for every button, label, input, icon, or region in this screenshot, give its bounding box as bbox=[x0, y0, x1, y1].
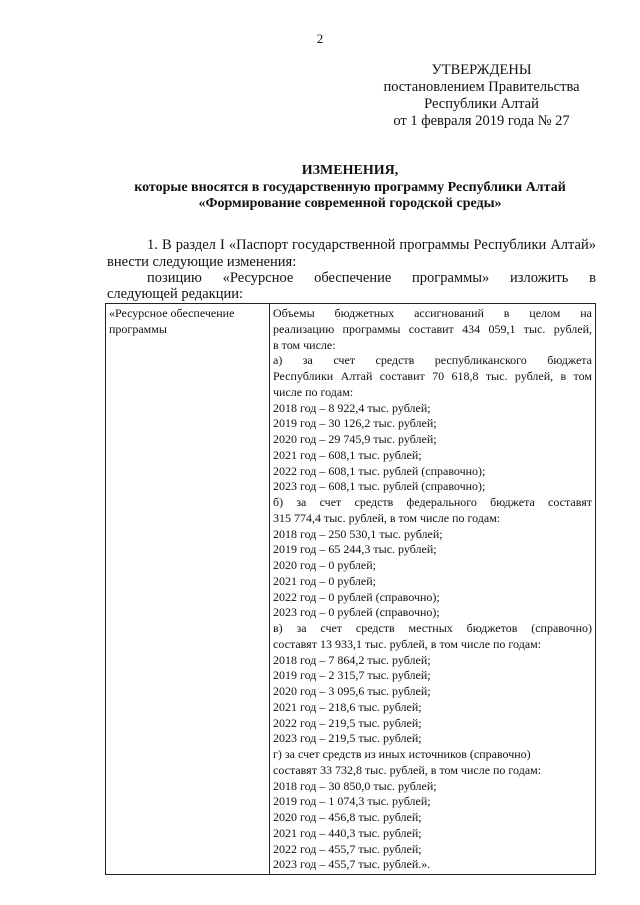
paragraph-2-line-1: позицию «Ресурсное обеспечение программы» изложить в bbox=[147, 270, 596, 286]
table-line: 2021 год – 0 рублей; bbox=[273, 573, 376, 588]
table-line: 2020 год – 456,8 тыс. рублей; bbox=[273, 810, 422, 824]
table-line: 2021 год – 218,6 тыс. рублей; bbox=[273, 699, 422, 714]
table-line: 2019 год – 1 074,3 тыс. рублей; bbox=[273, 794, 431, 809]
resource-table bbox=[105, 303, 596, 875]
table-line: б) за счет средств федерального бюджета составят bbox=[273, 495, 592, 509]
table-line: в том числе: bbox=[273, 337, 336, 352]
table-line: 2018 год – 7 864,2 тыс. рублей; bbox=[273, 652, 431, 667]
table-line: 2020 год – 3 095,6 тыс. рублей; bbox=[273, 684, 431, 698]
table-line: 2023 год – 608,1 тыс. рублей (справочно); bbox=[273, 479, 486, 494]
table-line: 2018 год – 30 850,0 тыс. рублей; bbox=[273, 778, 437, 793]
heading-subtitle: которые вносятся в государственную программу Республики Алтай bbox=[134, 179, 566, 195]
table-line: 2021 год – 440,3 тыс. рублей; bbox=[273, 825, 422, 840]
approval-date: от 1 февраля 2019 года № 27 bbox=[393, 113, 570, 129]
document-heading bbox=[60, 163, 640, 213]
table-line: 2020 год – 29 745,9 тыс. рублей; bbox=[273, 432, 437, 446]
table-line: 315 774,4 тыс. рублей, в том числе по годам: bbox=[273, 510, 501, 525]
table-line: 2020 год – 0 рублей; bbox=[273, 558, 376, 572]
table-line: 2019 год – 2 315,7 тыс. рублей; bbox=[273, 668, 431, 683]
program-name: «Формирование современной городской среды» bbox=[198, 196, 502, 211]
table-line: 2022 год – 219,5 тыс. рублей; bbox=[273, 715, 422, 730]
table-line: реализацию программы составит 434 059,1 тыс. рублей, bbox=[273, 321, 592, 336]
table-line: 2021 год – 608,1 тыс. рублей; bbox=[273, 447, 422, 462]
page-number: 2 bbox=[316, 31, 324, 46]
resource-values-cell bbox=[270, 304, 596, 875]
table-line: 2022 год – 455,7 тыс. рублей; bbox=[273, 841, 422, 856]
table-line: 2023 год – 219,5 тыс. рублей; bbox=[273, 731, 422, 746]
table-line: 2022 год – 0 рублей (справочно); bbox=[273, 589, 440, 604]
table-line: а) за счет средств республиканского бюджета bbox=[273, 353, 592, 368]
table-line: в) за счет средств местных бюджетов (справочно) bbox=[273, 621, 592, 635]
table-line: числе по годам: bbox=[273, 384, 354, 399]
table-line: составят 13 933,1 тыс. рублей, в том числе по годам: bbox=[273, 636, 542, 651]
approval-title: УТВЕРЖДЕНЫ bbox=[431, 62, 532, 78]
approval-block bbox=[354, 62, 609, 130]
table-line: составят 33 732,8 тыс. рублей, в том числе по годам: bbox=[273, 762, 542, 777]
table-line: Республики Алтай составит 70 618,8 тыс. рублей, в том bbox=[273, 369, 592, 383]
table-line: Объемы бюджетных ассигнований в целом на bbox=[273, 306, 592, 320]
table-line: 2023 год – 455,7 тыс. рублей.». bbox=[273, 857, 431, 872]
heading-title: ИЗМЕНЕНИЯ, bbox=[301, 163, 399, 178]
table-line: 2018 год – 250 530,1 тыс. рублей; bbox=[273, 526, 443, 541]
table-line: 2019 год – 30 126,2 тыс. рублей; bbox=[273, 416, 437, 431]
table-line: 2019 год – 65 244,3 тыс. рублей; bbox=[273, 542, 437, 557]
table-row bbox=[106, 304, 596, 875]
table-line: 2022 год – 608,1 тыс. рублей (справочно); bbox=[273, 463, 486, 478]
paragraph-2-line-2: следующей редакции: bbox=[107, 286, 244, 302]
approval-line: Республики Алтай bbox=[424, 96, 539, 112]
table-line: 2023 год – 0 рублей (справочно); bbox=[273, 605, 440, 620]
resource-label-cell: «Ресурсное обеспечение программы bbox=[106, 304, 270, 875]
paragraph-1: 1. В раздел I «Паспорт государственной программы Республики Алтай» внести следующие изменения: bbox=[107, 237, 596, 270]
table-line: 2018 год – 8 922,4 тыс. рублей; bbox=[273, 400, 431, 415]
approval-line: постановлением Правительства bbox=[383, 79, 580, 95]
table-line: г) за счет средств из иных источников (справочно) bbox=[273, 747, 531, 761]
